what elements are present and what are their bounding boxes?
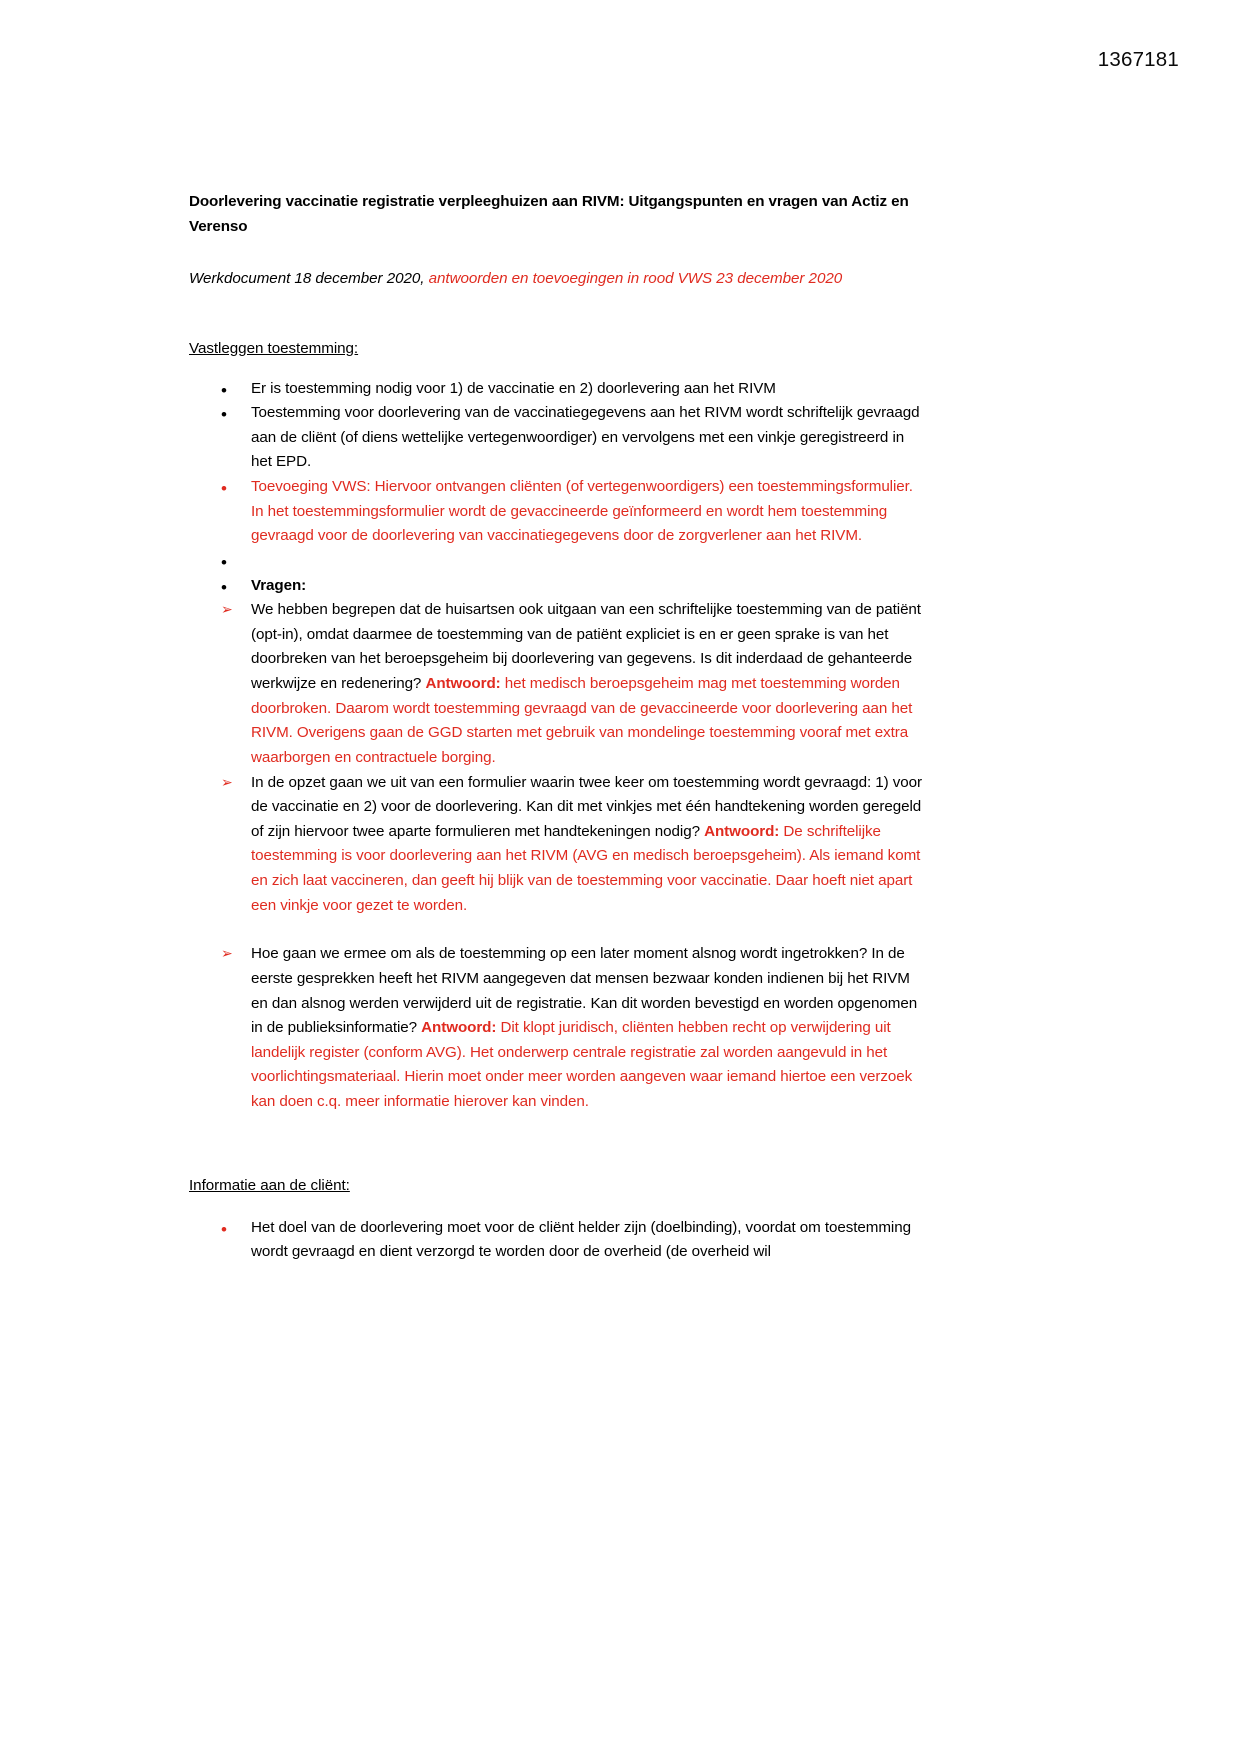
question-text: Hoe gaan we ermee om als de toestemming op een later moment alsnog wordt ingetrokken? In de eerste gesprekken heeft het RIVM aangegeven dat mensen bezwaar konden indienen bij het RIVM en dan alsnog werden verwijderd uit de registratie. Kan dit worden bevestigd en worden opgenomen in de publieksinformatie?	[251, 945, 918, 1037]
document-subtitle	[189, 267, 929, 291]
page-header-number: 1367181	[1097, 48, 1179, 71]
section-heading-vastleggen-toestemming: Vastleggen toestemming:	[189, 339, 359, 357]
list-item	[189, 1216, 929, 1265]
document-content	[189, 190, 929, 1265]
section-heading-informatie-aan-de-client: Informatie aan de cliënt:	[189, 1176, 350, 1194]
answer-text: Dit klopt juridisch, cliënten hebben recht op verwijdering uit landelijk register (conform AVG). Het onderwerp centrale registratie zal worden aangevuld in het voorlichtingsmateriaal. Hierin moet onder meer worden aangeven waar iemand hiertoe een verzoek kan doen c.q. meer informatie hierover kan vinden.	[251, 1019, 913, 1111]
subtitle-black-part: Werkdocument 18 december 2020,	[189, 270, 425, 288]
document-title: Doorlevering vaccinatie registratie verpleeghuizen aan RIVM: Uitgangspunten en vragen van Actiz en Verenso	[189, 193, 909, 235]
list-item-text: Toevoeging VWS: Hiervoor ontvangen cliënten (of vertegenwoordigers) een toestemmingsformulier. In het toestemmingsformulier wordt de gevaccineerde geïnformeerd en wordt hem toestemming gevraagd voor de doorlevering van vaccinatiegegevens door de zorgverlener aan het RIVM.	[251, 478, 913, 545]
section-2-list	[189, 1216, 929, 1265]
arrow-bullet-icon	[221, 942, 233, 967]
answer-label: Antwoord:	[421, 1019, 497, 1037]
bullet-dot-icon	[221, 401, 227, 429]
question-item	[189, 942, 929, 1114]
bullet-dot-icon	[221, 377, 227, 405]
question-item	[189, 598, 929, 770]
bullet-dot-icon	[221, 574, 227, 602]
subtitle-red-part: antwoorden en toevoegingen in rood VWS 23 december 2020	[428, 270, 843, 288]
answer-label: Antwoord:	[425, 675, 501, 693]
answer-text: De schriftelijke toestemming is voor doorlevering aan het RIVM (AVG en medisch beroepsgeheim). Als iemand komt en zich laat vaccineren, dan geeft hij blijk van de toestemming voor vaccinatie. Daar hoeft niet apart een vinkje voor gezet te worden.	[251, 822, 921, 914]
list-item	[189, 574, 929, 599]
section-1-list	[189, 377, 929, 1115]
question-text: We hebben begrepen dat de huisartsen ook uitgaan van een schriftelijke toestemming van de patiënt (opt-in), omdat daarmee de toestemming van de patiënt expliciet is en er geen sprake is van het doorbreken van het beroepsgeheim bij doorlevering van gegevens. Is dit inderdaad de gehanteerde werkwijze en redenering?	[251, 601, 921, 693]
question-item	[189, 771, 929, 919]
list-item	[189, 401, 929, 475]
list-item-text: Toestemming voor doorlevering van de vaccinatiegegevens aan het RIVM wordt schriftelijk gevraagd aan de cliënt (of diens wettelijke vertegenwoordiger) en vervolgens met een vinkje geregistreerd in het EPD.	[251, 404, 920, 471]
question-text: In de opzet gaan we uit van een formulier waarin twee keer om toestemming wordt gevraagd: 1) voor de vaccinatie en 2) voor de doorlevering. Kan dit met vinkjes met één handtekening worden geregeld of zijn hiervoor twee aparte formulieren met handtekeningen nodig?	[251, 773, 922, 840]
bullet-dot-icon	[221, 475, 227, 503]
bullet-dot-icon	[221, 549, 227, 577]
list-item-empty	[189, 549, 929, 574]
list-item-text: Het doel van de doorlevering moet voor de cliënt helder zijn (doelbinding), voordat om toestemming wordt gevraagd en dient verzorgd te worden door de overheid (de overheid wil	[251, 1218, 911, 1261]
arrow-bullet-icon	[221, 771, 233, 796]
list-item-text: Vragen:	[251, 576, 307, 594]
answer-label: Antwoord:	[704, 822, 780, 840]
list-item-text: Er is toestemming nodig voor 1) de vaccinatie en 2) doorlevering aan het RIVM	[251, 379, 776, 397]
arrow-bullet-icon	[221, 598, 233, 623]
bullet-dot-icon	[221, 1216, 227, 1244]
list-item	[189, 475, 929, 549]
answer-text: het medisch beroepsgeheim mag met toestemming worden doorbroken. Daarom wordt toestemming gevraagd van de gevaccineerde voor doorlevering aan het RIVM. Overigens gaan de GGD starten met gebruik van mondelinge toestemming vooraf met extra waarborgen en contractuele borging.	[251, 675, 913, 766]
list-item	[189, 377, 929, 402]
